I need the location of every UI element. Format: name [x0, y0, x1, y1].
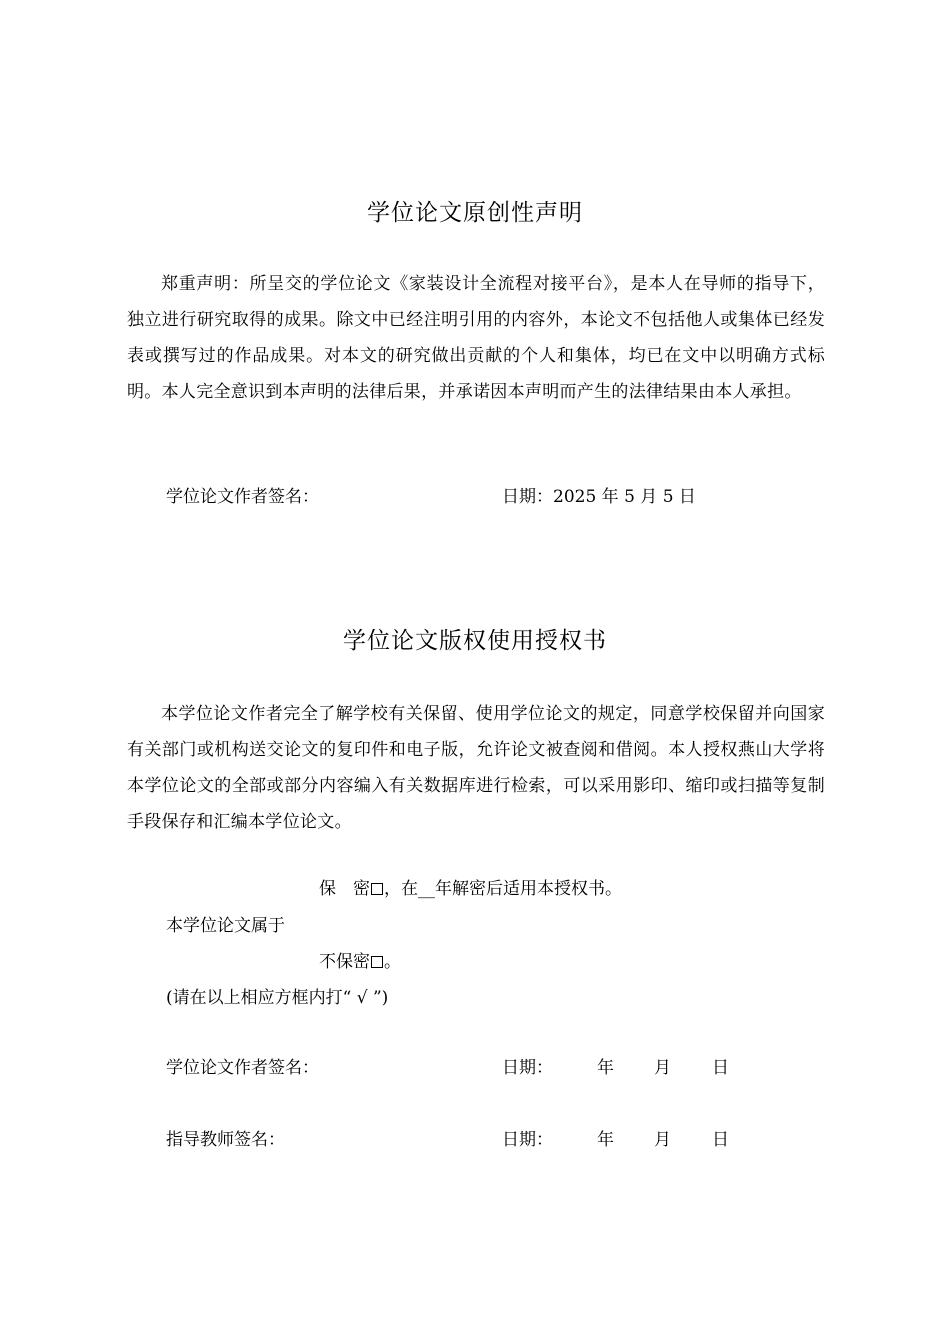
non-secret-option-suffix: 。	[384, 952, 401, 972]
originality-author-sign-label: 学位论文作者签名：	[166, 487, 319, 507]
authorization-author-year-label: 年	[597, 1058, 614, 1078]
authorization-author-day-label: 日	[712, 1058, 729, 1078]
secret-option-suffix: ，在__年解密后适用本授权书。	[384, 879, 622, 899]
authorization-body: 本学位论文作者完全了解学校有关保留、使用学位论文的规定，同意学校保留并向国家有关部门或机构送交论文的复印件和电子版，允许论文被查阅和借阅。本人授权燕山大学将本学位论文的全部或部分内容编入有关数据库进行检索，可以采用影印、缩印或扫描等复制手段保存和汇编本学位论文。	[127, 704, 825, 832]
authorization-title: 学位论文版权使用授权书	[343, 628, 607, 654]
non-secret-option	[319, 950, 401, 974]
supervisor-date-label: 日期：	[502, 1130, 553, 1150]
authorization-author-date-label: 日期：	[502, 1058, 553, 1078]
check-instruction: (请在以上相应方框内打“ √ ”)	[166, 988, 389, 1008]
supervisor-day-label: 日	[712, 1130, 729, 1150]
supervisor-year-label: 年	[597, 1130, 614, 1150]
secret-checkbox[interactable]	[371, 883, 383, 895]
secret-option	[319, 877, 622, 901]
originality-title: 学位论文原创性声明	[367, 200, 583, 226]
supervisor-month-label: 月	[654, 1130, 671, 1150]
supervisor-sign-label: 指导教师签名：	[166, 1130, 285, 1150]
authorization-author-month-label: 月	[654, 1058, 671, 1078]
belongs-label: 本学位论文属于	[166, 916, 285, 936]
non-secret-checkbox[interactable]	[371, 956, 383, 968]
originality-body: 郑重声明：所呈交的学位论文《家装设计全流程对接平台》，是本人在导师的指导下，独立进行研究取得的成果。除文中已经注明引用的内容外，本论文不包括他人或集体已经发表或撰写过的作品成果。对本文的研究做出贡献的个人和集体，均已在文中以明确方式标明。本人完全意识到本声明的法律后果，并承诺因本声明而产生的法律结果由本人承担。	[127, 274, 825, 402]
authorization-author-sign-label: 学位论文作者签名：	[166, 1058, 319, 1078]
secret-option-prefix: 保 密	[319, 879, 370, 899]
originality-date-label: 日期：2025 年 5 月 5 日	[502, 487, 696, 507]
non-secret-option-prefix: 不保密	[319, 952, 370, 972]
